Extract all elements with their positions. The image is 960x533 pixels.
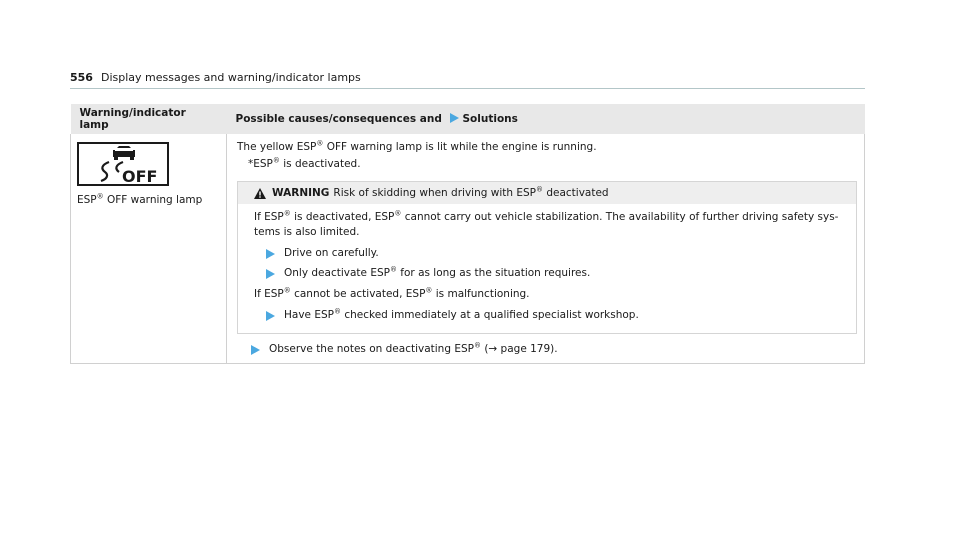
step-text: Have ESP® checked immediately at a qualified specialist workshop. [284,307,639,321]
page-header [70,71,361,84]
warning-body [238,204,856,333]
skid-car-off-icon [77,142,169,186]
table-row [71,134,865,364]
warning-paragraph: If ESP® is deactivated, ESP® cannot carry out vehicle stabilization. The availability of further driving safety sys-tems is also limited. [254,209,839,238]
warning-paragraph: If ESP® cannot be activated, ESP® is malfunctioning. [254,286,530,300]
step-arrow-icon [251,345,260,355]
cause-text: The yellow ESP® OFF warning lamp is lit while the engine is running. [237,139,597,153]
warning-title: WARNING [272,187,330,199]
step-text: Drive on carefully. [284,247,379,259]
lamp-cell [71,134,227,364]
warning-box [237,181,857,334]
step-arrow-icon [266,249,275,259]
table-header-row [71,104,865,134]
step-arrow-icon [266,269,275,279]
lamp-label: ESP® OFF warning lamp [77,192,203,206]
causes-cell [227,134,865,364]
lamp-table [70,104,865,364]
step-arrow-icon [450,113,459,123]
warning-subtitle: Risk of skidding when driving with ESP® deactivated [333,185,609,199]
page-number: 556 [70,71,93,84]
step-text: Only deactivate ESP® for as long as the situation requires. [284,265,591,279]
observe-text[interactable]: Observe the notes on deactivating ESP® (→ page 179). [269,341,558,355]
warning-triangle-icon [254,188,266,199]
svg-text:OFF: OFF [122,167,158,184]
col-header-solutions-label: Solutions [462,113,518,125]
col-header-causes [227,104,865,134]
list-item [237,343,857,355]
col-header-causes-label: Possible causes/consequences and [235,113,442,125]
col-header-lamp: Warning/indicator lamp [71,104,227,134]
header-rule [70,88,865,89]
cause-footnote: *ESP® is deactivated. [248,156,361,170]
list-item [254,247,844,259]
list-item [254,267,844,279]
section-title: Display messages and warning/indicator lamps [100,71,361,84]
list-item [254,309,844,321]
warning-header [238,182,856,204]
step-arrow-icon [266,311,275,321]
